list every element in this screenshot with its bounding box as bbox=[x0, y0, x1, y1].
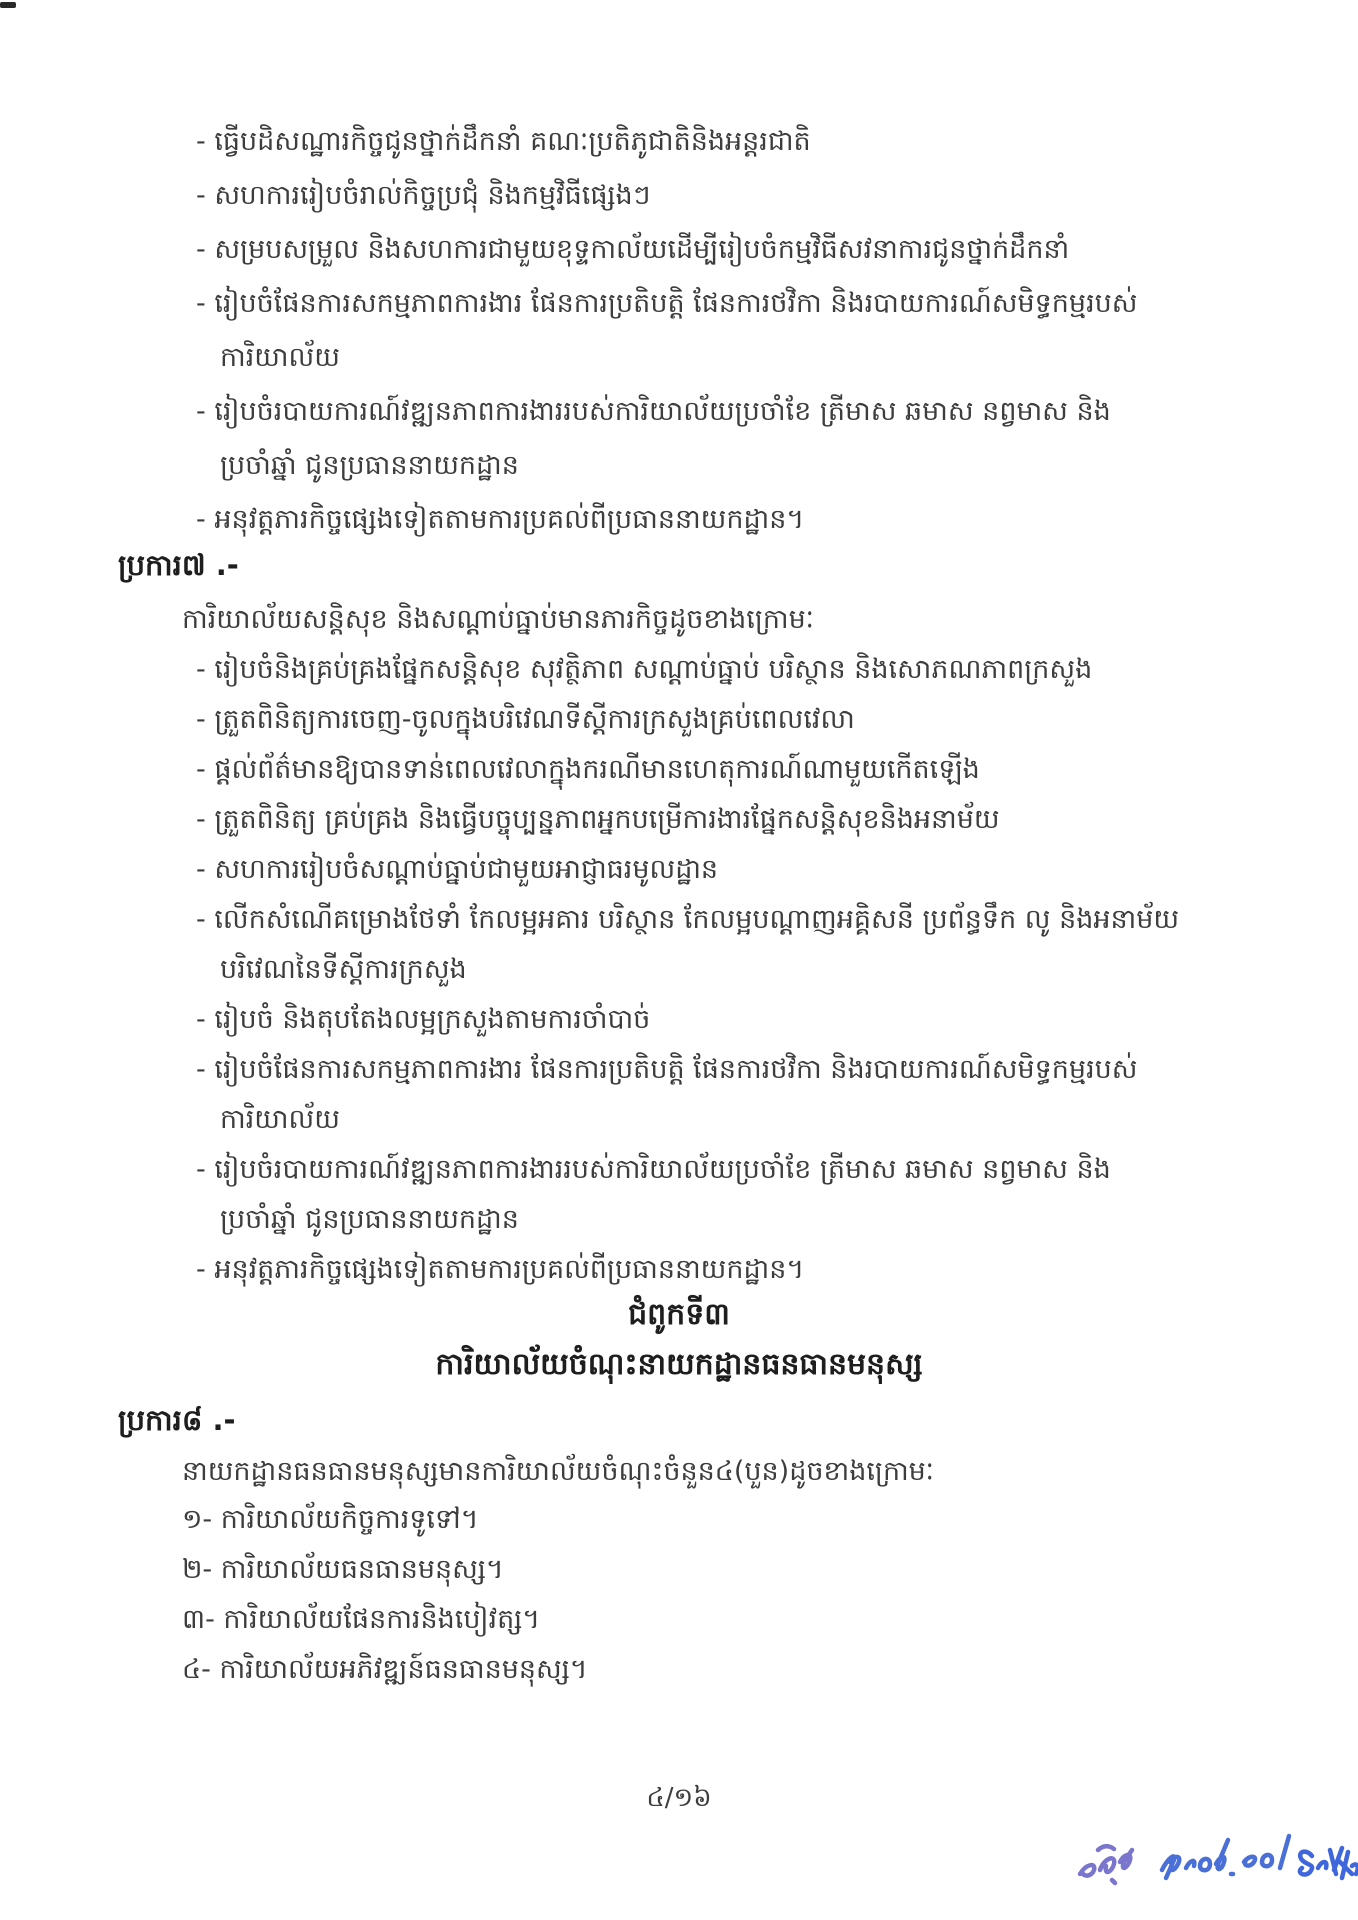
list-item: - រៀបចំនិងគ្រប់គ្រងផ្នែកសន្តិសុខ សុវត្ថិភាព សណ្ដាប់ធ្នាប់ បរិស្ថាន និងសោភណភាពក្រសួង bbox=[196, 654, 1093, 685]
page-number: ៤/១៦ bbox=[646, 1783, 712, 1813]
list-item: - រៀបចំផែនការសកម្មភាពការងារ ផែនការប្រតិបត្តិ ផែនការថវិកា និងរបាយការណ៍សមិទ្ធកម្មរបស់ bbox=[196, 288, 1138, 319]
numbered-item: ៤- ការិយាល័យអភិវឌ្ឍន៍ធនធានមនុស្ស។ bbox=[182, 1654, 588, 1685]
list-item: - រៀបចំរបាយការណ៍វឌ្ឍនភាពការងាររបស់ការិយាល័យប្រចាំខែ ត្រីមាស ឆមាស នព្វមាស និង bbox=[196, 396, 1111, 427]
list-item: - ផ្តល់ព័ត៌មានឱ្យបានទាន់ពេលវេលាក្នុងករណីមានហេតុការណ៍ណាមួយកើតឡើង bbox=[196, 754, 980, 785]
signature-stroke-right bbox=[1300, 1848, 1358, 1878]
list-item: - រៀបចំផែនការសកម្មភាពការងារ ផែនការប្រតិបត្តិ ផែនការថវិកា និងរបាយការណ៍សមិទ្ធកម្មរបស់ bbox=[196, 1054, 1138, 1085]
numbered-item: ១- ការិយាល័យកិច្ចការទូទៅ។ bbox=[182, 1504, 479, 1535]
list-item: - រៀបចំរបាយការណ៍វឌ្ឍនភាពការងាររបស់ការិយាល័យប្រចាំខែ ត្រីមាស ឆមាស នព្វមាស និង bbox=[196, 1154, 1111, 1185]
list-item: - សហការរៀបចំរាល់កិច្ចប្រជុំ និងកម្មវិធីផ្សេងៗ bbox=[196, 180, 651, 211]
signature-stroke-sol bbox=[1244, 1836, 1289, 1868]
signature-stroke-left bbox=[1080, 1846, 1132, 1883]
article-intro: ការិយាល័យសន្តិសុខ និងសណ្ដាប់ធ្នាប់មានភារកិច្ចដូចខាងក្រោមៈ bbox=[182, 604, 814, 635]
list-item: - សម្របសម្រួល និងសហការជាមួយខុទ្ទកាល័យដើម្បីរៀបចំកម្មវិធីសវនាការជូនថ្នាក់ដឹកនាំ bbox=[196, 234, 1070, 265]
list-item: - លើកសំណើគម្រោងថែទាំ កែលម្អអគារ បរិស្ថាន កែលម្អបណ្តាញអគ្គិសនី ប្រព័ន្ធទឹក លូ និងអនាម័យ bbox=[196, 904, 1180, 935]
list-item: - សហការរៀបចំសណ្ដាប់ធ្នាប់ជាមួយអាជ្ញាធរមូលដ្ឋាន bbox=[196, 854, 719, 885]
list-item: - អនុវត្តភារកិច្ចផ្សេងទៀតតាមការប្រគល់ពីប្រធាននាយកដ្ឋាន។ bbox=[196, 504, 805, 535]
handwritten-signature bbox=[1068, 1816, 1358, 1908]
list-item: - រៀបចំ និងតុបតែងលម្អក្រសួងតាមការចាំបាច់ bbox=[196, 1004, 651, 1035]
article-heading: ប្រការ៨ .- bbox=[118, 1403, 236, 1437]
list-item-continuation: ការិយាល័យ bbox=[220, 342, 340, 373]
list-item: - ធ្វើបដិសណ្ឋារកិច្ចជូនថ្នាក់ដឹកនាំ គណៈប្រតិភូជាតិនិងអន្តរជាតិ bbox=[196, 126, 811, 157]
article-intro: នាយកដ្ឋានធនធានមនុស្សមានការិយាល័យចំណុះចំនួន៤(បួន)ដូចខាងក្រោមៈ bbox=[182, 1456, 935, 1487]
list-item-continuation: ការិយាល័យ bbox=[220, 1104, 340, 1135]
list-item-continuation: ប្រចាំឆ្នាំ ជូនប្រធាននាយកដ្ឋាន bbox=[220, 450, 519, 481]
signature-stroke-middle bbox=[1162, 1840, 1233, 1878]
list-item: - ត្រួតពិនិត្យការចេញ-ចូលក្នុងបរិវេណទីស្តីការក្រសួងគ្រប់ពេលវេលា bbox=[196, 704, 855, 735]
list-item: - ត្រួតពិនិត្យ គ្រប់គ្រង និងធ្វើបច្ចុប្បន្នភាពអ្នកបម្រើការងារផ្នែកសន្តិសុខនិងអនាម័យ bbox=[196, 804, 1000, 835]
scan-artifact bbox=[0, 2, 16, 8]
chapter-subtitle: ការិយាល័យចំណុះនាយកដ្ឋានធនធានមនុស្ស bbox=[435, 1347, 923, 1382]
numbered-item: ៣- ការិយាល័យផែនការនិងបៀវត្ស។ bbox=[182, 1604, 541, 1635]
chapter-title: ជំពូកទី៣ bbox=[628, 1297, 730, 1332]
list-item-continuation: ប្រចាំឆ្នាំ ជូនប្រធាននាយកដ្ឋាន bbox=[220, 1204, 519, 1235]
numbered-item: ២- ការិយាល័យធនធានមនុស្ស។ bbox=[182, 1554, 504, 1585]
list-item: - អនុវត្តភារកិច្ចផ្សេងទៀតតាមការប្រគល់ពីប្រធាននាយកដ្ឋាន។ bbox=[196, 1254, 805, 1285]
list-item-continuation: បរិវេណនៃទីស្តីការក្រសួង bbox=[220, 954, 467, 985]
article-heading: ប្រការ៧ .- bbox=[118, 548, 239, 582]
